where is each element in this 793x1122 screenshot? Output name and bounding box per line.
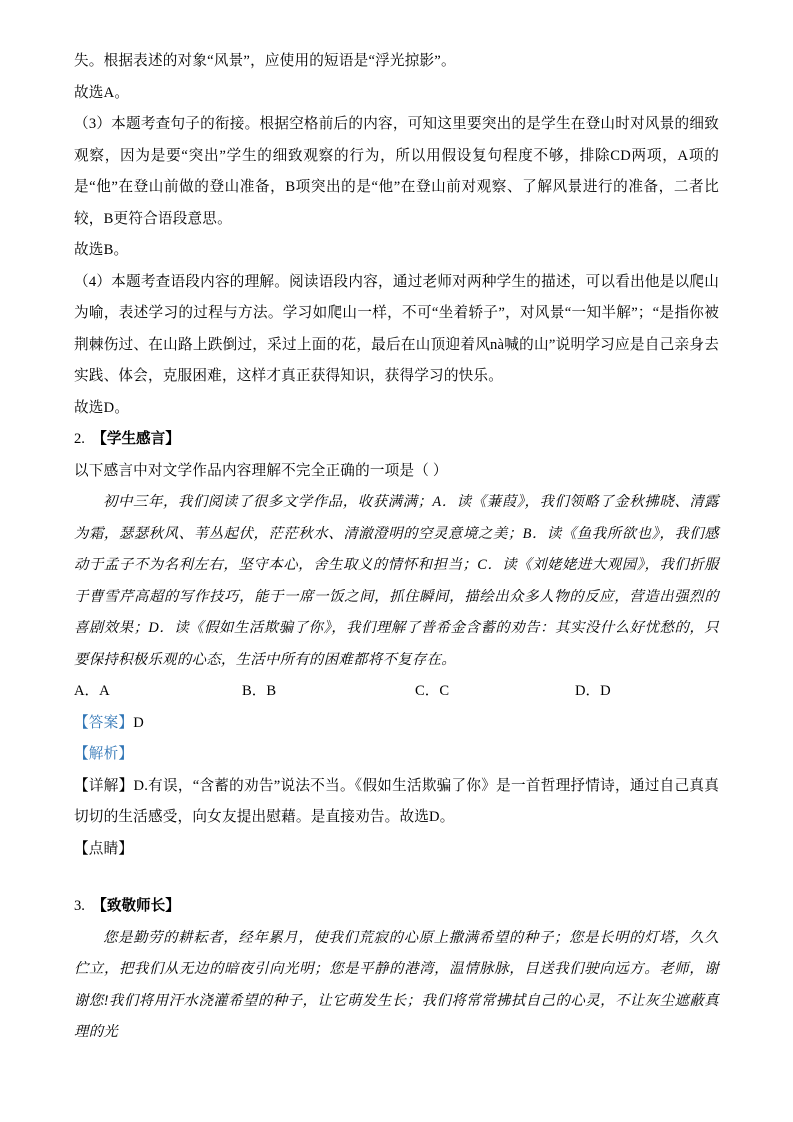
question-3-number: 3. (74, 898, 85, 914)
question-2-number: 2. (74, 431, 85, 447)
option-a[interactable]: A．A (74, 683, 110, 699)
answer-label: 【答案】 (74, 714, 134, 731)
question-2-analysis-label: 【解析】 (74, 746, 134, 762)
question-2-heading (74, 424, 719, 456)
paragraph-1: 失。根据表述的对象“风景”，应使用的短语是“浮光掠影”。 (74, 53, 456, 69)
paragraph-3: （3）本题考查句子的衔接。根据空格前后的内容，可知这里要突出的是学生在登山时对风景的细致观察，因为是要“突出”学生的细致观察的行为，所以用假设复句程度不够，排除CD两项，A项的是“他”在登山前做的登山准备，B项突出的是“他”在登山前对观察、了解风景进行的准备，二者比较，B更符合语段意思。 (74, 116, 719, 227)
option-b[interactable]: B．B (242, 683, 277, 699)
question-2-answer (74, 708, 719, 740)
question-2-stem: 以下感言中对文学作品内容理解不完全正确的一项是（ ） (74, 462, 448, 479)
question-3-passage: 您是勤劳的耕耘者，经年累月，使我们荒寂的心原上撒满希望的种子；您是长明的灯塔，久久伫立，把我们从无边的暗夜引向光明；您是平静的港湾，温情脉脉，目送我们驶向远方。老师，谢谢您!我们将用汗水浇灌希望的种子，让它萌发生长；我们将常常拂拭自己的心灵，不让灰尘遮蔽真理的光 (74, 929, 719, 1040)
question-3-heading (74, 891, 719, 923)
answer-value: D (133, 714, 144, 731)
detail-label: 【详解】 (74, 777, 134, 794)
option-d[interactable]: D．D (575, 683, 611, 699)
paragraph-2: 故选A。 (74, 84, 130, 101)
question-2-tip-label: 【点睛】 (74, 840, 134, 857)
question-2-title: 【学生感言】 (92, 431, 180, 447)
section-spacer (74, 865, 719, 891)
option-c[interactable]: C．C (415, 683, 450, 699)
question-2-options (74, 676, 719, 708)
paragraph-6: 故选D。 (74, 399, 130, 416)
question-2-passage: 初中三年，我们阅读了很多文学作品，收获满满；A．读《蒹葭》，我们领略了金秋拂晓、清露为霜，瑟瑟秋风、苇丛起伏，茫茫秋水、清澈澄明的空灵意境之美；B．读《鱼我所欲也》，我们感动于孟子不为名利左右，坚守本心，舍生取义的情怀和担当；C．读《刘姥姥进大观园》，我们折服于曹雪芹高超的写作技巧，能于一席一饭之间，抓住瞬间，描绘出众多人物的反应，营造出强烈的喜剧效果；D．读《假如生活欺骗了你》，我们理解了普希金含蓄的劝告：其实没什么好忧愁的，只要保持积极乐观的心态，生活中所有的困难都将不复存在。 (74, 494, 719, 668)
question-3-title: 【致敬师长】 (92, 898, 180, 914)
paragraph-4: 故选B。 (74, 242, 129, 258)
question-2-detail (74, 771, 719, 834)
paragraph-5: （4）本题考查语段内容的理解。阅读语段内容，通过老师对两种学生的描述，可以看出他是以爬山为喻，表述学习的过程与方法。学习如爬山一样，不可“坐着轿子”，对风景“一知半解”；“是指你被荆棘伤过、在山路上跌倒过，采过上面的花，最后在山顶迎着风nà喊的山”说明学习应是自己亲身去实践、体会，克服困难，这样才真正获得知识，获得学习的快乐。 (74, 273, 719, 384)
detail-text: D.有误，“含蓄的劝告”说法不当。《假如生活欺骗了你》是一首哲理抒情诗，通过自己真真切切的生活感受，向女友提出慰藉。是直接劝告。故选D。 (74, 777, 719, 825)
